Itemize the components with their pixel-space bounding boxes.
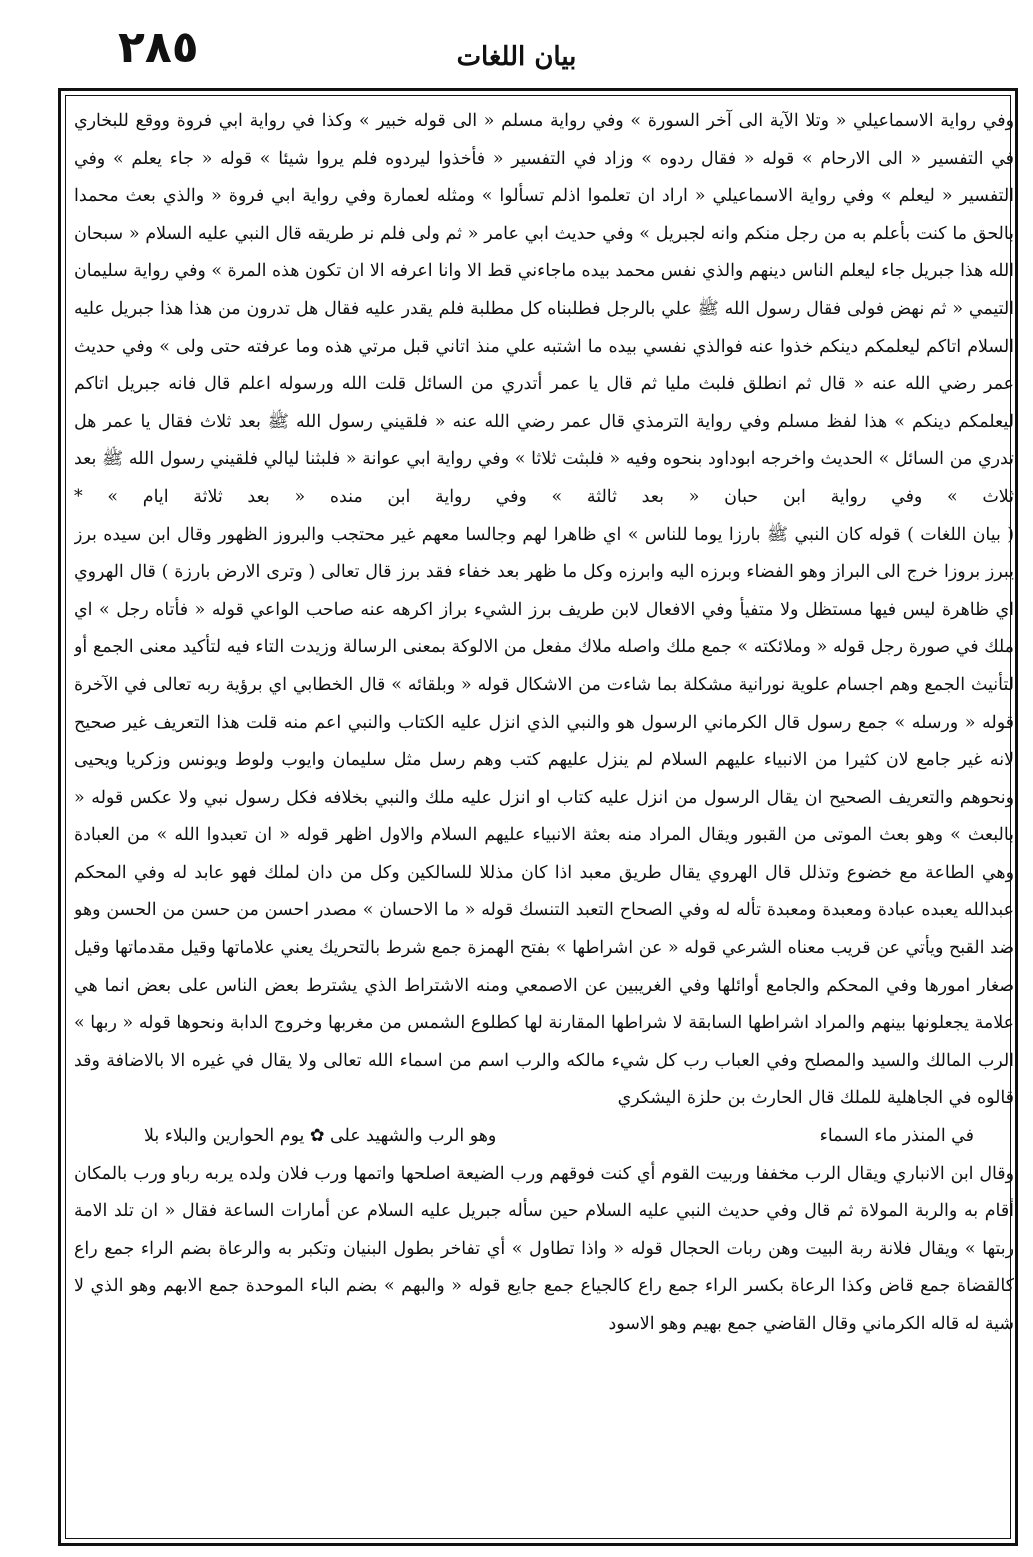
- main-text: [74, 103, 1014, 1543]
- running-title: بيان اللغات: [456, 42, 577, 72]
- page-header: [0, 0, 1033, 90]
- paragraph-rabb-meanings: وقال ابن الانباري ويقال الرب مخففا وربيت القوم أي كنت فوقهم ورب الضيعة اصلحها واتمها ورب فلان ولده يربه رباو ورب بالمكان أقام به والربة المولاة ثم قال وفي حديث النبي عليه السلام حين سأله جبريل عليه السلام عن أمارات الساعة فقال « ان تلد الامة ربتها » ويقال فلانة ربة البيت وهن ربات الحجال قوله « واذا تطاول » أي تفاخر بطول البنيان وتكبر به والرعاة بضم الراء جمع راع كالقضاة جمع قاض وكذا الرعاة بكسر الراء جمع راع كالجياع جمع جايع قوله « والبهم » بضم الباء الموحدة جمع الابهم وهو الذي لا شية له قاله الكرماني وقال القاضي جمع بهيم وهو الاسود: [74, 1163, 1014, 1334]
- poem-hemistich-left: وهو الرب والشهيد على ✿ يوم الحوارين والبلاء بلا: [144, 1126, 497, 1147]
- paragraph-hadith-narrations: وفي رواية الاسماعيلي « وتلا الآية الى آخر السورة » وفي رواية مسلم « الى قوله خبير » وكذا في رواية ابي فروة ووقع للبخاري في التفسير « الى الارحام » قوله « فقال ردوه » وزاد في التفسير « فأخذوا ليردوه فلم يروا شيئا » قوله « جاء يعلم » وفي التفسير « ليعلم » وفي رواية الاسماعيلي « اراد ان تعلموا اذلم تسألوا » ومثله لعمارة وفي رواية ابي فروة « والذي بعث محمدا بالحق ما كنت بأعلم به من رجل منكم وانه لجبريل » وفي حديث ابي عامر « ثم ولى فلم نر طريقه قال النبي عليه السلام « سبحان الله هذا جبريل جاء ليعلم الناس دينهم والذي نفس محمد بيده ماجاءني قط الا وانا اعرفه الا ان تكون هذه المرة » وفي رواية سليمان التيمي « ثم نهض فولى فقال رسول الله ﷺ علي بالرجل فطلبناه كل مطلبة فلم يقدر عليه فقال هل تدرون من هذا هذا جبريل عليه السلام اتاكم ليعلمكم دينكم خذوا عنه فوالذي نفسي بيده ما اشتبه علي منذ اتاني قبل مرتي هذه وما عرفته حتى ولى » وفي حديث عمر رضي الله عنه « قال ثم انطلق فلبث مليا ثم قال يا عمر أتدري من السائل قلت الله ورسوله اعلم قال فانه جبريل اتاكم ليعلمكم دينكم » هذا لفظ مسلم وفي رواية الترمذي قال عمر رضي الله عنه « فلقيني رسول الله ﷺ بعد ثلاث فقال يا عمر هل تدري من السائل » الحديث واخرجه ابوداود بنحوه وفيه « فلبثت ثلاثا » وفي رواية ابي عوانة « فلبثنا ليالي فلقيني رسول الله ﷺ بعد ثلاث » وفي رواية ابن حبان « بعد ثالثة » وفي رواية ابن منده « بعد ثلاثة ايام » *: [74, 111, 1014, 507]
- paragraph-vocabulary: ( بيان اللغات ) قوله كان النبي ﷺ بارزا يوما للناس » اي ظاهرا لهم وجالسا معهم غير محتجب والبروز الظهور وقال ابن سيده برز يبرز بروزا خرج الى البراز وهو الفضاء وبرزه اليه وابرزه وكل ما ظهر بعد خفاء فقد برز قال تعالى ( وترى الارض بارزة ) قال الهروي اي ظاهرة ليس فيها مستظل ولا متفيأ وفي الافعال لابن طريف برز الشيء براز اكرهه عنه صاحب الواعي قوله « فأتاه رجل » اي ملك في صورة رجل قوله « وملائكته » جمع ملك واصله ملاك مفعل من الالوكة بمعنى الرسالة وزيدت التاء فيه لتأكيد معنى الجمع أو لتأنيث الجمع وهم اجسام علوية نورانية مشكلة بما شاءت من الاشكال قوله « وبلقائه » قال الخطابي اي برؤية ربه تعالى في الآخرة قوله « ورسله » جمع رسول قال الكرماني الرسول هو والنبي الذي انزل عليه الكتاب والنبي اعم منه قلت هذا التعريف غير صحيح لانه غير جامع لان كثيرا من الانبياء عليهم السلام لم ينزل عليهم كتب وهم رسل مثل سليمان وايوب ولوط ويونس وزكريا ويحيى ونحوهم والتعريف الصحيح ان يقال الرسول من انزل عليه كتاب او انزل عليه ملك والنبي بخلافه فكل رسول نبي ولا عكس قوله « بالبعث » وهو بعث الموتى من القبور ويقال المراد منه بعثة الانبياء عليهم السلام والاول اظهر قوله « ان تعبدوا الله » من العبادة وهي الطاعة مع خضوع وتذلل قال الهروي يقال طريق معبد اذا كان مذللا للسالكين وكل من دان لملك فهو عابد له وفي المحكم عبدالله يعبده عبادة ومعبدة ومعبدة تأله له وفي الصحاح التعبد التنسك قوله « ما الاحسان » مصدر احسن من حسن من الحسن وهو ضد القبح ويأتي عن قريب معناه الشرعي قوله « عن اشراطها » بفتح الهمزة جمع شرط بالتحريك يعني علاماتها وقيل مقدماتها وقيل صغار امورها وفي المحكم والجامع أوائلها وفي الغريبين عن الاصمعي ومنه الاشتراط الذي يشترط بعض الناس على بعض انما هي علامة يجعلونها بينهم والمراد اشراطها السابقة لا شراطها المقارنة لها كطلوع الشمس من مغربها وخروج الدابة ونحوها قوله « ربها » الرب المالك والسيد والمصلح وفي العباب رب كل شيء مالكه والرب اسم من اسماء الله تعالى ولا يقال في غيره الا بالاضافة وقد قالوه في الجاهلية للملك قال الحارث بن حلزة اليشكري: [74, 524, 1014, 1109]
- poem-verse: [74, 1118, 1014, 1156]
- page-number: ٢٨٥: [118, 22, 199, 73]
- poem-hemistich-right: في المنذر ماء السماء: [819, 1126, 974, 1147]
